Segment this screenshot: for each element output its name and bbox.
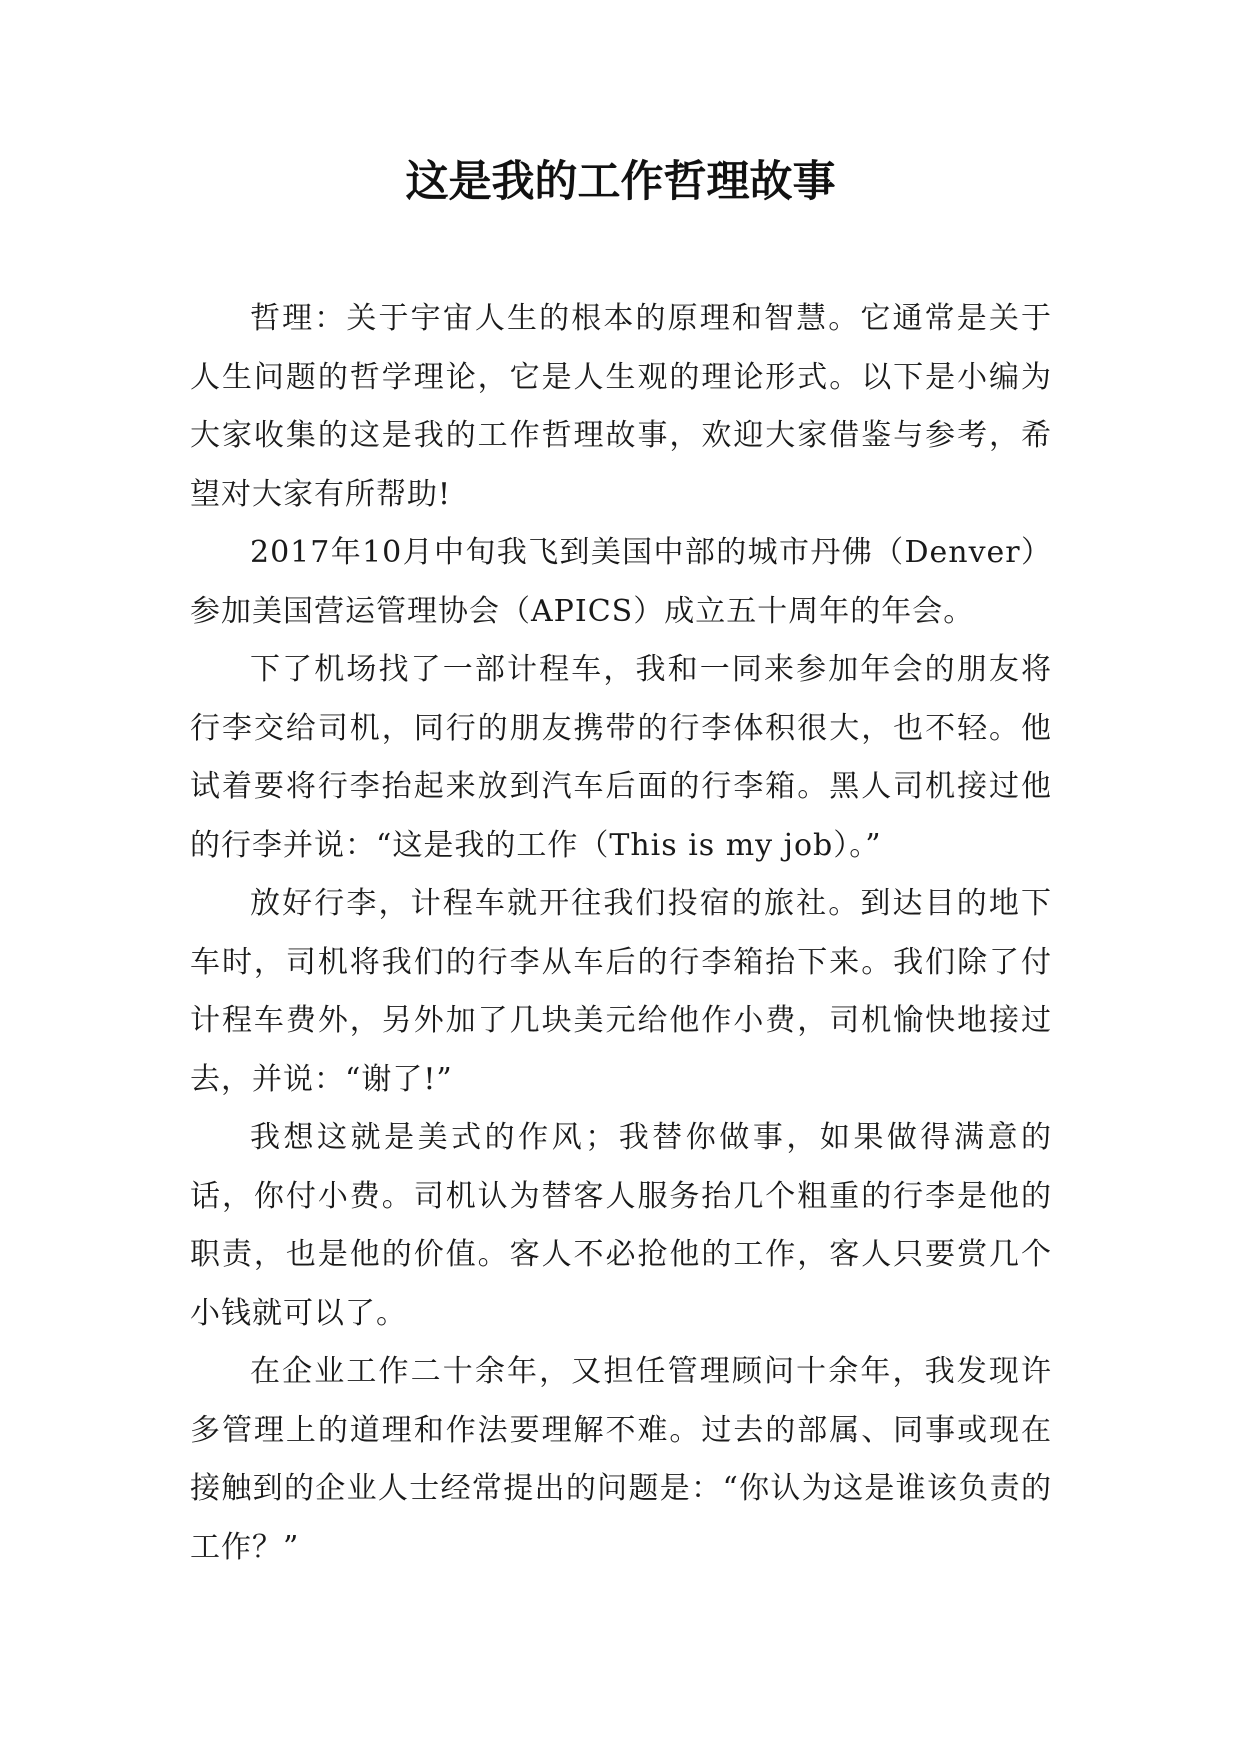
document-title: 这是我的工作哲理故事 [405, 157, 836, 207]
paragraph-management-question: 在企业工作二十余年，又担任管理顾问十余年，我发现许多管理上的道理和作法要理解不难。过去的部属、同事或现在接触到的企业人士经常提出的问题是：“你认为这是谁该负责的工作？” [190, 1354, 1052, 1565]
document-body [190, 290, 1052, 1577]
paragraph-intro: 哲理：关于宇宙人生的根本的原理和智慧。它通常是关于人生问题的哲学理论，它是人生观的理论形式。以下是小编为大家收集的这是我的工作哲理故事，欢迎大家借鉴与参考，希望对大家有所帮助! [190, 301, 1052, 512]
paragraph-american-style: 我想这就是美式的作风；我替你做事，如果做得满意的话，你付小费。司机认为替客人服务抬几个粗重的行李是他的职责，也是他的价值。客人不必抢他的工作，客人只要赏几个小钱就可以了。 [190, 1120, 1052, 1331]
paragraph-tip: 放好行李，计程车就开往我们投宿的旅社。到达目的地下车时，司机将我们的行李从车后的行李箱抬下来。我们除了付计程车费外，另外加了几块美元给他作小费，司机愉快地接过去，并说：“谢了!” [190, 886, 1052, 1097]
paragraph-denver-trip: 2017年10月中旬我飞到美国中部的城市丹佛（Denver）参加美国营运管理协会（APICS）成立五十周年的年会。 [190, 535, 1052, 629]
paragraph-taxi-luggage: 下了机场找了一部计程车，我和一同来参加年会的朋友将行李交给司机，同行的朋友携带的行李体积很大，也不轻。他试着要将行李抬起来放到汽车后面的行李箱。黑人司机接过他的行李并说：“这是我的工作（This is my job）。” [190, 652, 1052, 863]
